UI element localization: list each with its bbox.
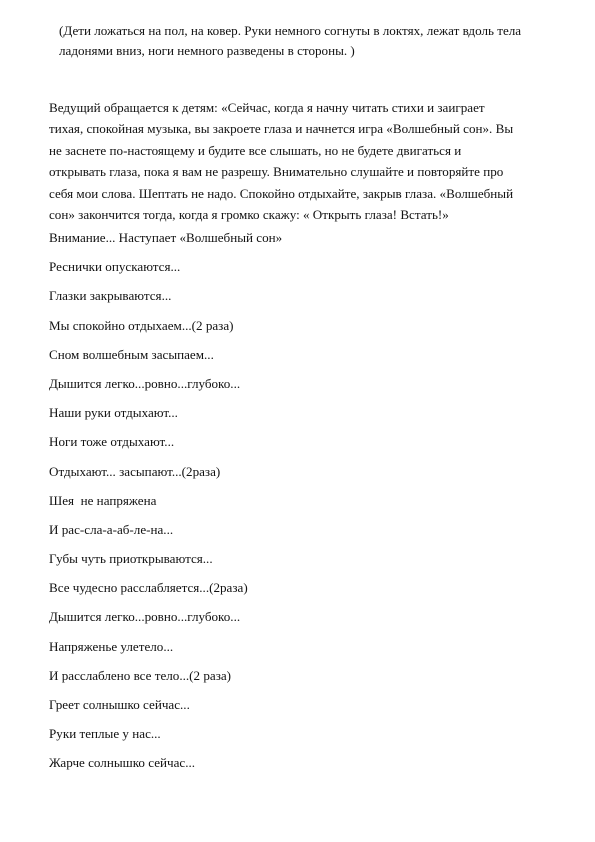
verse-line: Дышится легко...ровно...глубоко... [49,375,241,391]
instruction-line: тихая, спокойная музыка, вы закроете глаза и начнется игра «Волшебный сон». Вы [49,121,514,137]
intro-paragraph [57,21,557,60]
verse-line: И рас-сла-а-аб-ле-на... [49,521,174,537]
intro-line: ладонями вниз, ноги немного разведены в стороны. ) [59,42,355,58]
verse-line: И расслаблено все тело...(2 раза) [49,667,232,683]
verse-line: Реснички опускаются... [49,259,181,275]
intro-line: (Дети ложаться на пол, на ковер. Руки немного согнуты в локтях, лежат вдоль тела [59,23,522,38]
verse-line: Греет солнышко сейчас... [49,697,190,712]
verse-line: Наши руки отдыхают... [49,405,178,421]
verse-line: Отдыхают... засыпают...(2раза) [49,463,221,479]
verse-line: Внимание... Наступает «Волшебный сон» [49,230,283,245]
verse-line: Сном волшебным засыпаем... [49,346,214,362]
verse-line: Шея не напряжена [49,492,157,508]
verse-line: Ноги тоже отдыхают... [49,434,175,450]
verse-line: Губы чуть приоткрываются... [49,551,213,567]
verse-line: Мы спокойно отдыхаем...(2 раза) [49,317,234,333]
verse-line: Руки теплые у нас... [49,726,161,742]
instruction-line: сон» закончится тогда, когда я громко скажу: « Открыть глаза! Встать!» [49,207,449,223]
instruction-line: Ведущий обращается к детям: «Сейчас, когда я начну читать стихи и заиграет [49,100,485,115]
verse-line: Глазки закрываются... [49,288,172,304]
instruction-line: себя мои слова. Шептать не надо. Спокойно отдыхайте, закрыв глаза. «Волшебный [49,185,514,201]
verse-line: Жарче солнышко сейчас... [49,755,196,771]
verse-line: Напряженье улетело... [49,638,174,654]
instruction-paragraph [49,97,554,225]
instruction-line: не заснете по-настоящему и будите все слышать, но не будете двигаться и [49,142,462,158]
instruction-line: открывать глаза, пока я вам не разрешу. Внимательно слушайте и повторяйте про [49,164,504,180]
verse-line: Дышится легко...ровно...глубоко... [49,609,241,625]
verse-list [49,230,282,785]
verse-line: Все чудесно расслабляется...(2раза) [49,580,248,596]
